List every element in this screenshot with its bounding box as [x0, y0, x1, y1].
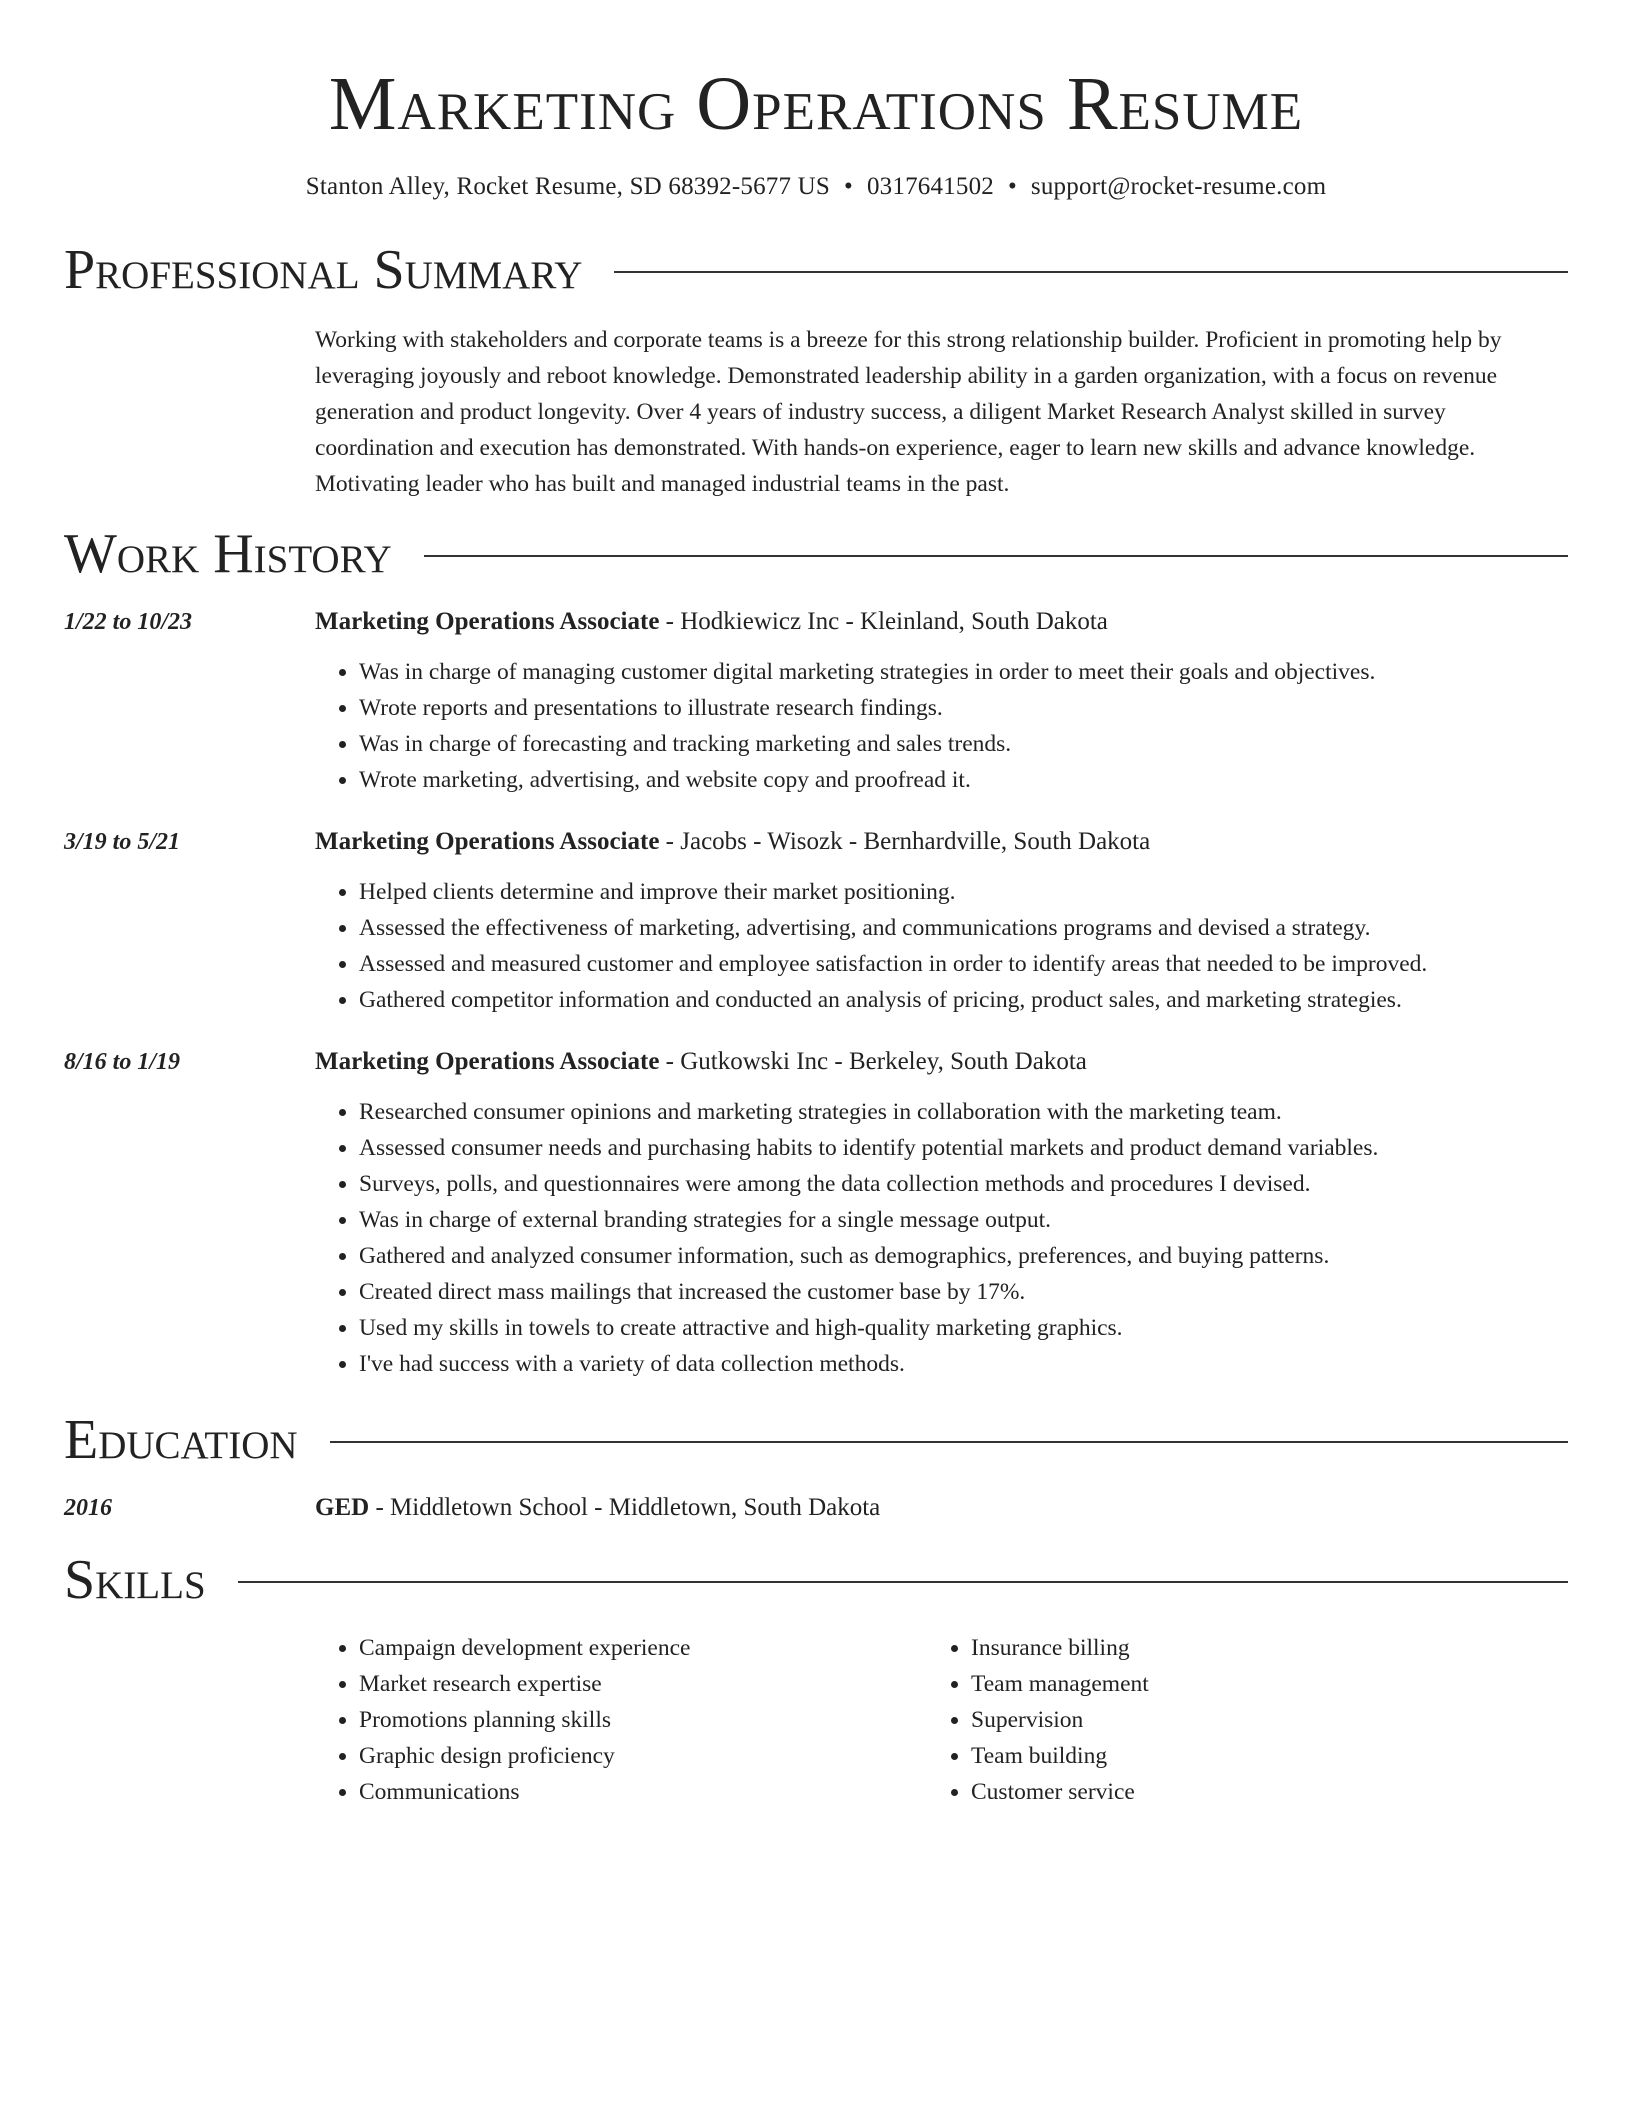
summary-section-title: Professional Summary	[64, 239, 583, 301]
skill-item: • Promotions planning skills	[359, 1702, 887, 1738]
job-company-location: - Hodkiewicz Inc - Kleinland, South Dakota	[659, 608, 1108, 635]
skill-item: • Campaign development experience	[359, 1630, 887, 1666]
job-row	[64, 604, 1568, 798]
list-item: • I've had success with a variety of data collection methods.	[359, 1346, 1568, 1382]
work-history-list	[64, 604, 1568, 1382]
list-item: • Researched consumer opinions and marketing strategies in collaboration with the marketing team.	[359, 1094, 1568, 1130]
education-section-title: Education	[64, 1409, 298, 1471]
contact-phone: 0317641502	[866, 173, 994, 200]
contact-email[interactable]: support@rocket-resume.com	[1030, 173, 1327, 200]
summary-section-header	[64, 238, 1568, 302]
contact-line	[64, 170, 1568, 204]
job-content	[315, 824, 1568, 1018]
list-item: • Gathered and analyzed consumer information, such as demographics, preferences, and buying patterns.	[359, 1238, 1568, 1274]
skills-column-left	[315, 1630, 887, 1810]
list-item: • Assessed consumer needs and purchasing habits to identify potential markets and product demand variables.	[359, 1130, 1568, 1166]
skill-item: • Team building	[971, 1738, 1447, 1774]
job-heading	[315, 824, 1568, 860]
education-heading	[315, 1490, 1568, 1526]
job-content	[315, 1044, 1568, 1382]
list-item: • Wrote marketing, advertising, and website copy and proofread it.	[359, 762, 1568, 798]
job-role: Marketing Operations Associate	[315, 1048, 660, 1075]
job-content	[315, 604, 1568, 798]
resume-title: Marketing Operations Resume	[328, 62, 1304, 146]
skill-item: • Graphic design proficiency	[359, 1738, 887, 1774]
list-item: • Was in charge of external branding strategies for a single message output.	[359, 1202, 1568, 1238]
skill-item: • Communications	[359, 1774, 887, 1810]
list-item: • Wrote reports and presentations to illustrate research findings.	[359, 690, 1568, 726]
education-degree: GED	[315, 1494, 370, 1521]
job-company-location: - Jacobs - Wisozk - Bernhardville, South Dakota	[659, 828, 1151, 855]
job-company-location: - Gutkowski Inc - Berkeley, South Dakota	[659, 1048, 1087, 1075]
separator-dot: •	[844, 173, 853, 200]
job-entry	[64, 1044, 1568, 1382]
skill-item: • Supervision	[971, 1702, 1447, 1738]
skill-item: • Customer service	[971, 1774, 1447, 1810]
skill-item: • Market research expertise	[359, 1666, 887, 1702]
education-entry	[64, 1490, 1568, 1526]
summary-text: Working with stakeholders and corporate teams is a breeze for this strong relationship builder. Proficient in promoting help by leveraging joyously and reboot knowledge. Demonstrated leadership ability in a garden organization, with a focus on revenue generation and product longevity. Over 4 years of industry success, a diligent Market Research Analyst skilled in survey coordination and execution has demonstrated. With hands-on experience, eager to learn new skills and advance knowledge. Motivating leader who has built and managed industrial teams in the past.	[315, 327, 1502, 497]
job-bullets	[315, 1094, 1568, 1382]
skills-section-title: Skills	[64, 1549, 206, 1611]
section-divider	[614, 271, 1568, 273]
work-section-title: Work History	[64, 523, 392, 585]
separator-dot: •	[1007, 173, 1017, 200]
work-section-header	[64, 522, 1568, 586]
education-details: - Middletown School - Middletown, South Dakota	[369, 1494, 881, 1521]
skills-list	[315, 1630, 1568, 1810]
contact-address: Stanton Alley, Rocket Resume, SD 68392-5677 US	[305, 173, 831, 200]
list-item: • Was in charge of managing customer digital marketing strategies in order to meet their goals and objectives.	[359, 654, 1568, 690]
list-item: • Created direct mass mailings that increased the customer base by 17%.	[359, 1274, 1568, 1310]
education-section-header	[64, 1408, 1568, 1472]
skills-column-right	[927, 1630, 1447, 1810]
job-date: 1/22 to 10/23	[64, 609, 193, 635]
skill-item: • Team management	[971, 1666, 1447, 1702]
job-row	[64, 1044, 1568, 1382]
job-role: Marketing Operations Associate	[315, 828, 660, 855]
section-divider	[424, 555, 1568, 557]
job-entry	[64, 604, 1568, 798]
list-item: • Assessed and measured customer and employee satisfaction in order to identify areas that needed to be improved.	[359, 946, 1568, 982]
job-date: 3/19 to 5/21	[64, 829, 181, 855]
list-item: • Helped clients determine and improve their market positioning.	[359, 874, 1568, 910]
list-item: • Was in charge of forecasting and tracking marketing and sales trends.	[359, 726, 1568, 762]
job-bullets	[315, 874, 1568, 1018]
list-item: • Surveys, polls, and questionnaires were among the data collection methods and procedures I devised.	[359, 1166, 1568, 1202]
section-divider	[330, 1441, 1568, 1443]
job-date: 8/16 to 1/19	[64, 1049, 181, 1075]
list-item: • Assessed the effectiveness of marketing, advertising, and communications programs and devised a strategy.	[359, 910, 1568, 946]
education-date: 2016	[64, 1495, 112, 1521]
skills-section-header	[64, 1548, 1568, 1612]
skill-item: • Insurance billing	[971, 1630, 1447, 1666]
section-divider	[238, 1581, 1568, 1583]
job-row	[64, 824, 1568, 1018]
job-entry	[64, 824, 1568, 1018]
job-role: Marketing Operations Associate	[315, 608, 660, 635]
list-item: • Used my skills in towels to create attractive and high-quality marketing graphics.	[359, 1310, 1568, 1346]
job-bullets	[315, 654, 1568, 798]
job-heading	[315, 1044, 1568, 1080]
job-heading	[315, 604, 1568, 640]
list-item: • Gathered competitor information and conducted an analysis of pricing, product sales, and marketing strategies.	[359, 982, 1568, 1018]
